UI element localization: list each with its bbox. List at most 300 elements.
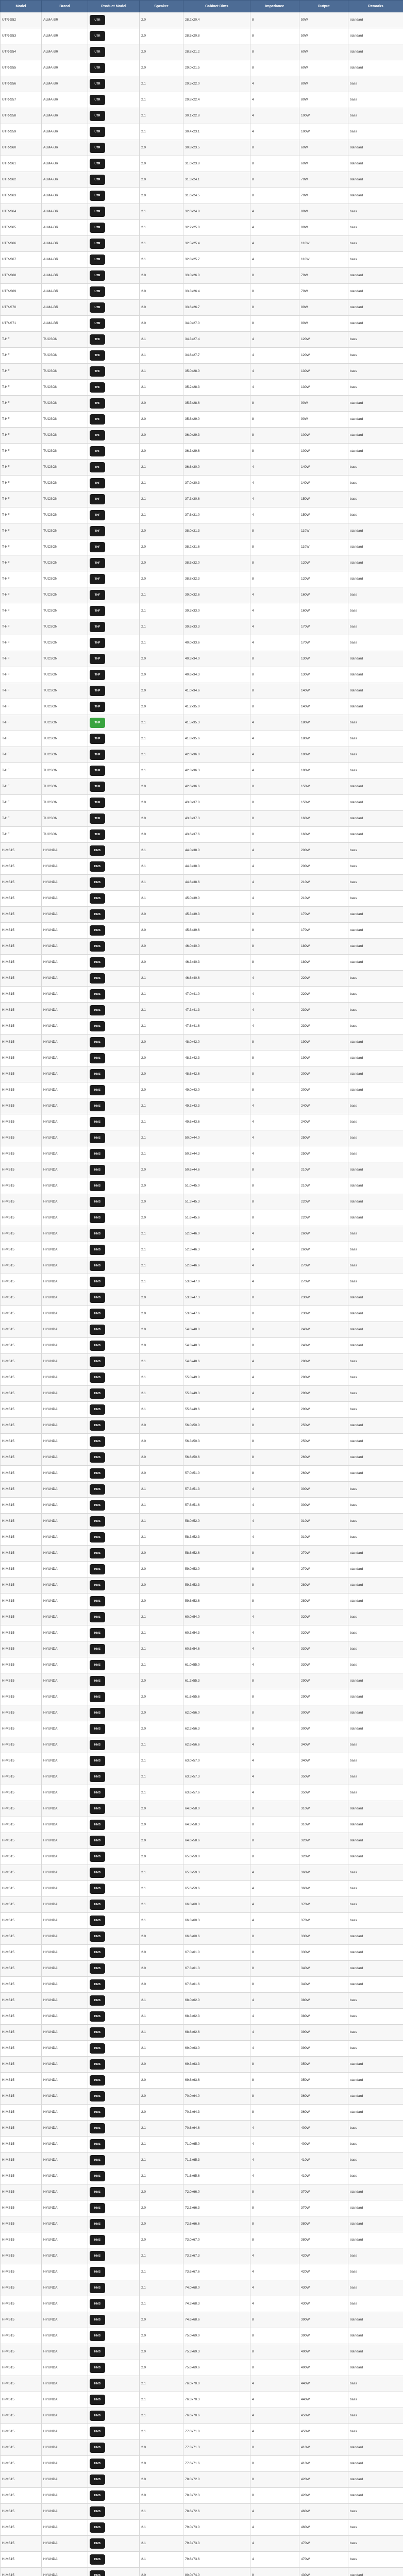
product-badge[interactable]: THF: [90, 638, 105, 648]
product-badge[interactable]: HMS: [90, 2299, 105, 2309]
table-row[interactable]: [1, 635, 403, 651]
table-row[interactable]: [1, 875, 403, 891]
table-row[interactable]: [1, 843, 403, 859]
product-badge[interactable]: HMS: [90, 2139, 105, 2149]
table-row[interactable]: [1, 1178, 403, 1194]
table-row[interactable]: [1, 1370, 403, 1386]
product-badge[interactable]: HMS: [90, 2475, 105, 2485]
product-badge[interactable]: HMS: [90, 2187, 105, 2197]
table-row[interactable]: [1, 1290, 403, 1306]
product-badge[interactable]: THF: [90, 334, 105, 345]
product-badge[interactable]: HMS: [90, 1229, 105, 1239]
table-row[interactable]: [1, 92, 403, 108]
product-badge[interactable]: THF: [90, 766, 105, 776]
table-row[interactable]: [1, 252, 403, 268]
product-badge[interactable]: HMS: [90, 925, 105, 936]
table-row[interactable]: [1, 1657, 403, 1673]
table-row[interactable]: [1, 2360, 403, 2376]
table-row[interactable]: [1, 2121, 403, 2137]
product-badge[interactable]: HMS: [90, 1548, 105, 1558]
product-badge[interactable]: HMS: [90, 1245, 105, 1255]
product-badge[interactable]: UTR: [90, 143, 105, 153]
table-row[interactable]: [1, 1546, 403, 1562]
table-row[interactable]: [1, 2041, 403, 2057]
table-row[interactable]: [1, 1977, 403, 1993]
product-badge[interactable]: THF: [90, 829, 105, 840]
product-badge[interactable]: HMS: [90, 1532, 105, 1543]
table-row[interactable]: [1, 412, 403, 428]
table-row[interactable]: [1, 1945, 403, 1961]
table-row[interactable]: [1, 124, 403, 140]
product-badge[interactable]: THF: [90, 734, 105, 744]
product-badge[interactable]: HMS: [90, 1900, 105, 1910]
table-row[interactable]: [1, 204, 403, 220]
column-header[interactable]: Output: [299, 1, 348, 12]
product-badge[interactable]: THF: [90, 558, 105, 568]
product-badge[interactable]: HMS: [90, 1420, 105, 1431]
product-badge[interactable]: HMS: [90, 2490, 105, 2501]
table-row[interactable]: [1, 364, 403, 380]
product-badge[interactable]: HMS: [90, 1053, 105, 1063]
table-row[interactable]: [1, 603, 403, 619]
product-badge[interactable]: HMS: [90, 2059, 105, 2070]
product-badge[interactable]: HMS: [90, 2411, 105, 2421]
table-row[interactable]: [1, 1130, 403, 1146]
product-badge[interactable]: HMS: [90, 1628, 105, 1638]
table-row[interactable]: [1, 236, 403, 252]
product-badge[interactable]: HMS: [90, 2347, 105, 2357]
product-badge[interactable]: HMS: [90, 2459, 105, 2469]
product-badge[interactable]: HMS: [90, 2554, 105, 2565]
table-row[interactable]: [1, 2200, 403, 2216]
table-row[interactable]: [1, 715, 403, 731]
product-badge[interactable]: HMS: [90, 2123, 105, 2133]
product-badge[interactable]: HMS: [90, 1708, 105, 1718]
table-row[interactable]: [1, 1753, 403, 1769]
product-badge[interactable]: HMS: [90, 1085, 105, 1095]
product-badge[interactable]: HMS: [90, 2379, 105, 2389]
table-row[interactable]: [1, 268, 403, 284]
product-badge[interactable]: HMS: [90, 2395, 105, 2405]
table-row[interactable]: [1, 1817, 403, 1833]
table-row[interactable]: [1, 1003, 403, 1019]
table-row[interactable]: [1, 2344, 403, 2360]
table-row[interactable]: [1, 731, 403, 747]
product-badge[interactable]: HMS: [90, 989, 105, 999]
table-row[interactable]: [1, 1306, 403, 1322]
product-badge[interactable]: UTR: [90, 15, 105, 25]
product-badge[interactable]: THF: [90, 702, 105, 712]
product-badge[interactable]: HMS: [90, 1836, 105, 1846]
table-row[interactable]: [1, 1530, 403, 1546]
table-row[interactable]: [1, 2456, 403, 2472]
table-row[interactable]: [1, 1498, 403, 1514]
product-badge[interactable]: THF: [90, 606, 105, 616]
table-row[interactable]: [1, 1482, 403, 1498]
product-badge[interactable]: HMS: [90, 1069, 105, 1079]
table-row[interactable]: [1, 1035, 403, 1050]
column-header[interactable]: Model: [1, 1, 42, 12]
table-row[interactable]: [1, 1721, 403, 1737]
product-badge[interactable]: THF: [90, 686, 105, 696]
product-badge[interactable]: UTR: [90, 286, 105, 297]
product-badge[interactable]: HMS: [90, 1388, 105, 1399]
table-row[interactable]: [1, 1019, 403, 1035]
table-row[interactable]: [1, 1562, 403, 1578]
product-badge[interactable]: UTR: [90, 191, 105, 201]
product-badge[interactable]: THF: [90, 510, 105, 520]
column-header[interactable]: Impedance: [250, 1, 299, 12]
product-badge[interactable]: THF: [90, 526, 105, 536]
product-badge[interactable]: HMS: [90, 2011, 105, 2022]
table-row[interactable]: [1, 2009, 403, 2025]
table-row[interactable]: [1, 1897, 403, 1913]
table-row[interactable]: [1, 1514, 403, 1530]
product-badge[interactable]: THF: [90, 622, 105, 632]
product-badge[interactable]: THF: [90, 574, 105, 584]
table-row[interactable]: [1, 2248, 403, 2264]
table-row[interactable]: [1, 891, 403, 907]
product-badge[interactable]: HMS: [90, 1037, 105, 1047]
table-row[interactable]: [1, 428, 403, 444]
table-row[interactable]: [1, 1913, 403, 1929]
table-row[interactable]: [1, 1386, 403, 1402]
product-badge[interactable]: HMS: [90, 2267, 105, 2277]
product-badge[interactable]: HMS: [90, 1931, 105, 1942]
product-badge[interactable]: HMS: [90, 2363, 105, 2373]
product-badge[interactable]: HMS: [90, 1309, 105, 1319]
product-badge[interactable]: HMS: [90, 1165, 105, 1175]
product-badge[interactable]: HMS: [90, 2203, 105, 2213]
table-row[interactable]: [1, 523, 403, 539]
table-row[interactable]: [1, 1114, 403, 1130]
table-row[interactable]: [1, 555, 403, 571]
table-row[interactable]: [1, 2168, 403, 2184]
product-badge[interactable]: HMS: [90, 2522, 105, 2533]
product-badge[interactable]: HMS: [90, 1149, 105, 1159]
table-row[interactable]: [1, 2440, 403, 2456]
table-row[interactable]: [1, 1210, 403, 1226]
product-badge[interactable]: HMS: [90, 2538, 105, 2549]
table-row[interactable]: [1, 1322, 403, 1338]
product-badge[interactable]: HMS: [90, 1724, 105, 1734]
table-row[interactable]: [1, 1274, 403, 1290]
product-badge[interactable]: THF: [90, 478, 105, 488]
product-badge[interactable]: HMS: [90, 893, 105, 904]
table-row[interactable]: [1, 332, 403, 348]
table-row[interactable]: [1, 939, 403, 955]
table-row[interactable]: [1, 2025, 403, 2041]
product-badge[interactable]: HMS: [90, 2027, 105, 2038]
table-row[interactable]: [1, 2536, 403, 2552]
table-row[interactable]: [1, 1993, 403, 2009]
product-badge[interactable]: HMS: [90, 1868, 105, 1878]
table-row[interactable]: [1, 1673, 403, 1689]
table-row[interactable]: [1, 747, 403, 763]
table-row[interactable]: [1, 1705, 403, 1721]
table-row[interactable]: [1, 2232, 403, 2248]
table-row[interactable]: [1, 507, 403, 523]
product-badge[interactable]: HMS: [90, 1772, 105, 1782]
table-row[interactable]: [1, 1338, 403, 1354]
product-badge[interactable]: HMS: [90, 2075, 105, 2086]
product-badge[interactable]: HMS: [90, 1372, 105, 1383]
table-row[interactable]: [1, 444, 403, 460]
table-row[interactable]: [1, 1961, 403, 1977]
table-row[interactable]: [1, 44, 403, 60]
product-badge[interactable]: HMS: [90, 1963, 105, 1974]
product-badge[interactable]: THF: [90, 366, 105, 377]
table-row[interactable]: [1, 2392, 403, 2408]
table-row[interactable]: [1, 2408, 403, 2424]
product-badge[interactable]: HMS: [90, 1101, 105, 1111]
product-badge[interactable]: THF: [90, 430, 105, 440]
product-badge[interactable]: HMS: [90, 2107, 105, 2117]
product-badge[interactable]: HMS: [90, 1293, 105, 1303]
product-badge[interactable]: UTR: [90, 207, 105, 217]
table-row[interactable]: [1, 2520, 403, 2536]
product-badge[interactable]: HMS: [90, 845, 105, 856]
product-badge[interactable]: HMS: [90, 1005, 105, 1015]
table-row[interactable]: [1, 1929, 403, 1945]
table-row[interactable]: [1, 1434, 403, 1450]
table-row[interactable]: [1, 795, 403, 811]
product-badge[interactable]: UTR: [90, 79, 105, 89]
product-badge[interactable]: HMS: [90, 2315, 105, 2325]
product-badge[interactable]: HMS: [90, 1325, 105, 1335]
table-row[interactable]: [1, 539, 403, 555]
table-row[interactable]: [1, 1098, 403, 1114]
product-badge[interactable]: THF: [90, 382, 105, 393]
product-badge[interactable]: HMS: [90, 1181, 105, 1191]
table-row[interactable]: [1, 955, 403, 971]
column-header[interactable]: Speaker: [140, 1, 183, 12]
product-badge[interactable]: HMS: [90, 1692, 105, 1702]
table-row[interactable]: [1, 763, 403, 779]
product-badge[interactable]: HMS: [90, 1995, 105, 2006]
product-badge[interactable]: UTR: [90, 31, 105, 41]
product-badge[interactable]: UTR: [90, 255, 105, 265]
product-badge[interactable]: THF: [90, 750, 105, 760]
product-badge[interactable]: HMS: [90, 2219, 105, 2229]
product-badge[interactable]: UTR: [90, 127, 105, 137]
table-row[interactable]: [1, 1226, 403, 1242]
table-row[interactable]: [1, 2184, 403, 2200]
table-row[interactable]: [1, 971, 403, 987]
product-badge[interactable]: HMS: [90, 1612, 105, 1622]
table-row[interactable]: [1, 1146, 403, 1162]
product-badge[interactable]: HMS: [90, 1644, 105, 1654]
product-badge[interactable]: THF: [90, 718, 105, 728]
product-badge[interactable]: HMS: [90, 1740, 105, 1750]
table-row[interactable]: [1, 2280, 403, 2296]
product-badge[interactable]: HMS: [90, 1117, 105, 1127]
table-row[interactable]: [1, 284, 403, 300]
product-badge[interactable]: THF: [90, 350, 105, 361]
table-row[interactable]: [1, 28, 403, 44]
table-row[interactable]: [1, 1881, 403, 1897]
product-badge[interactable]: HMS: [90, 2443, 105, 2453]
table-row[interactable]: [1, 172, 403, 188]
table-row[interactable]: [1, 811, 403, 827]
table-row[interactable]: [1, 1466, 403, 1482]
product-badge[interactable]: HMS: [90, 2155, 105, 2165]
product-badge[interactable]: THF: [90, 446, 105, 456]
table-row[interactable]: [1, 188, 403, 204]
table-row[interactable]: [1, 699, 403, 715]
table-row[interactable]: [1, 859, 403, 875]
product-badge[interactable]: THF: [90, 462, 105, 472]
table-row[interactable]: [1, 2424, 403, 2440]
product-badge[interactable]: THF: [90, 670, 105, 680]
table-row[interactable]: [1, 2312, 403, 2328]
table-row[interactable]: [1, 1833, 403, 1849]
product-badge[interactable]: THF: [90, 542, 105, 552]
product-badge[interactable]: HMS: [90, 2570, 105, 2576]
column-header[interactable]: Brand: [42, 1, 88, 12]
product-badge[interactable]: HMS: [90, 1580, 105, 1590]
product-badge[interactable]: UTR: [90, 95, 105, 105]
product-badge[interactable]: HMS: [90, 1277, 105, 1287]
table-row[interactable]: [1, 76, 403, 92]
product-badge[interactable]: UTR: [90, 223, 105, 233]
product-badge[interactable]: UTR: [90, 270, 105, 281]
table-row[interactable]: [1, 1066, 403, 1082]
table-row[interactable]: [1, 907, 403, 923]
product-badge[interactable]: HMS: [90, 1820, 105, 1830]
table-row[interactable]: [1, 779, 403, 795]
table-row[interactable]: [1, 316, 403, 332]
product-badge[interactable]: HMS: [90, 1804, 105, 1814]
table-row[interactable]: [1, 2216, 403, 2232]
table-row[interactable]: [1, 587, 403, 603]
table-row[interactable]: [1, 220, 403, 236]
table-row[interactable]: [1, 683, 403, 699]
table-row[interactable]: [1, 12, 403, 28]
product-badge[interactable]: HMS: [90, 973, 105, 984]
product-badge[interactable]: UTR: [90, 175, 105, 185]
product-badge[interactable]: THF: [90, 814, 105, 824]
table-row[interactable]: [1, 380, 403, 396]
table-row[interactable]: [1, 2504, 403, 2520]
product-badge[interactable]: HMS: [90, 877, 105, 888]
product-badge[interactable]: UTR: [90, 239, 105, 249]
table-row[interactable]: [1, 2089, 403, 2105]
table-row[interactable]: [1, 1450, 403, 1466]
table-row[interactable]: [1, 1689, 403, 1705]
product-badge[interactable]: HMS: [90, 1341, 105, 1351]
product-badge[interactable]: HMS: [90, 1564, 105, 1574]
product-badge[interactable]: HMS: [90, 861, 105, 872]
table-row[interactable]: [1, 492, 403, 507]
table-row[interactable]: [1, 2376, 403, 2392]
table-row[interactable]: [1, 2137, 403, 2153]
table-row[interactable]: [1, 1801, 403, 1817]
table-row[interactable]: [1, 1258, 403, 1274]
column-header[interactable]: Remarks: [348, 1, 403, 12]
table-row[interactable]: [1, 923, 403, 939]
product-badge[interactable]: THF: [90, 414, 105, 425]
product-badge[interactable]: HMS: [90, 2506, 105, 2517]
product-badge[interactable]: HMS: [90, 2331, 105, 2341]
column-header[interactable]: Product Model: [88, 1, 140, 12]
table-row[interactable]: [1, 667, 403, 683]
table-row[interactable]: [1, 1082, 403, 1098]
table-row[interactable]: [1, 108, 403, 124]
product-badge[interactable]: HMS: [90, 1884, 105, 1894]
product-badge[interactable]: HMS: [90, 957, 105, 968]
table-row[interactable]: [1, 827, 403, 843]
product-badge[interactable]: HMS: [90, 1404, 105, 1415]
product-badge[interactable]: HMS: [90, 1596, 105, 1606]
product-badge[interactable]: HMS: [90, 2283, 105, 2293]
table-row[interactable]: [1, 2105, 403, 2121]
table-row[interactable]: [1, 619, 403, 635]
product-badge[interactable]: HMS: [90, 1021, 105, 1031]
product-badge[interactable]: HMS: [90, 2251, 105, 2261]
table-row[interactable]: [1, 1769, 403, 1785]
product-badge[interactable]: HMS: [90, 1357, 105, 1367]
table-row[interactable]: [1, 987, 403, 1003]
table-row[interactable]: [1, 2057, 403, 2073]
table-row[interactable]: [1, 2472, 403, 2488]
table-row[interactable]: [1, 1594, 403, 1609]
table-row[interactable]: [1, 571, 403, 587]
product-badge[interactable]: HMS: [90, 909, 105, 920]
table-row[interactable]: [1, 60, 403, 76]
product-badge[interactable]: UTR: [90, 302, 105, 313]
product-badge[interactable]: HMS: [90, 1788, 105, 1798]
product-badge[interactable]: HMS: [90, 1916, 105, 1926]
product-badge[interactable]: HMS: [90, 1852, 105, 1862]
table-row[interactable]: [1, 2568, 403, 2576]
table-row[interactable]: [1, 2552, 403, 2568]
product-badge[interactable]: UTR: [90, 159, 105, 169]
product-badge[interactable]: HMS: [90, 1676, 105, 1686]
product-badge[interactable]: UTR: [90, 318, 105, 329]
product-badge[interactable]: HMS: [90, 1213, 105, 1223]
product-badge[interactable]: THF: [90, 798, 105, 808]
table-row[interactable]: [1, 1418, 403, 1434]
table-row[interactable]: [1, 1737, 403, 1753]
table-row[interactable]: [1, 2153, 403, 2168]
table-row[interactable]: [1, 1402, 403, 1418]
table-row[interactable]: [1, 1050, 403, 1066]
column-header[interactable]: Cabinet Dims: [183, 1, 250, 12]
product-badge[interactable]: HMS: [90, 1436, 105, 1447]
product-badge[interactable]: HMS: [90, 2043, 105, 2054]
table-row[interactable]: [1, 2264, 403, 2280]
table-row[interactable]: [1, 140, 403, 156]
table-row[interactable]: [1, 1354, 403, 1370]
table-row[interactable]: [1, 1242, 403, 1258]
product-badge[interactable]: HMS: [90, 941, 105, 952]
table-row[interactable]: [1, 348, 403, 364]
product-badge[interactable]: HMS: [90, 1197, 105, 1207]
table-row[interactable]: [1, 300, 403, 316]
product-badge[interactable]: HMS: [90, 2235, 105, 2245]
product-badge[interactable]: HMS: [90, 2427, 105, 2437]
product-badge[interactable]: THF: [90, 782, 105, 792]
product-badge[interactable]: HMS: [90, 1516, 105, 1527]
product-badge[interactable]: HMS: [90, 1979, 105, 1990]
product-badge[interactable]: HMS: [90, 1133, 105, 1143]
table-row[interactable]: [1, 1609, 403, 1625]
product-badge[interactable]: THF: [90, 654, 105, 664]
table-row[interactable]: [1, 2488, 403, 2504]
product-badge[interactable]: HMS: [90, 2171, 105, 2181]
product-badge[interactable]: HMS: [90, 1261, 105, 1271]
